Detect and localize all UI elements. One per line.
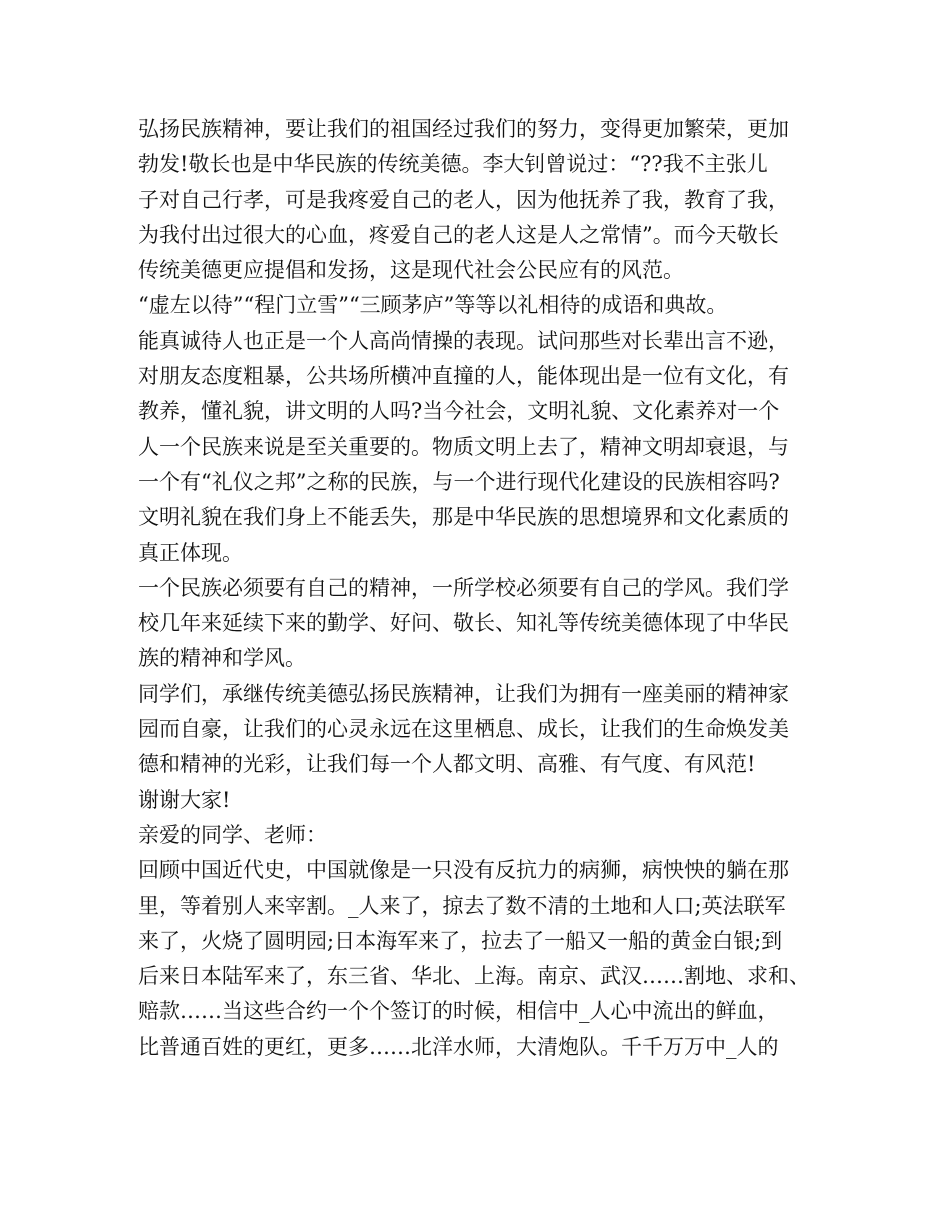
- text-line: 对朋友态度粗暴，公共场所横冲直撞的人，能体现出是一位有文化，有: [138, 364, 789, 389]
- text-line: 弘扬民族精神，要让我们的祖国经过我们的努力，变得更加繁荣，更加: [138, 117, 789, 141]
- text-line: 校几年来延续下来的勤学、好问、敬长、知礼等传统美德体现了中华民: [138, 611, 789, 636]
- text-line: 文明礼貌在我们身上不能丢失，那是中华民族的思想境界和文化素质的: [138, 505, 789, 530]
- text-line: 子对自己行孝，可是我疼爱自己的老人，因为他抚养了我，教育了我，: [138, 187, 789, 212]
- text-line: 同学们，承继传统美德弘扬民族精神，让我们为拥有一座美丽的精神家: [138, 681, 789, 706]
- text-line: “虚左以待”“程门立雪”“三顾茅庐”等等以礼相待的成语和典故。: [138, 293, 728, 318]
- text-line: 德和精神的光彩，让我们每一个人都文明、高雅、有气度、有风范!: [138, 752, 756, 777]
- text-line: 亲爱的同学、老师：: [138, 822, 327, 847]
- document-body: [138, 112, 818, 1065]
- text-line: 族的精神和学风。: [138, 646, 306, 671]
- text-line: 比普通百姓的更红，更多……北洋水师，大清炮队。千千万万中_人的: [138, 1034, 779, 1059]
- text-line: 园而自豪，让我们的心灵永远在这里栖息、成长，让我们的生命焕发美: [138, 717, 789, 742]
- text-line: 勃发!敬长也是中华民族的传统美德。李大钊曾说过：“??我不主张儿: [138, 152, 768, 177]
- text-line: 里，等着别人来宰割。_人来了，掠去了数不清的土地和人口;英法联军: [138, 893, 786, 918]
- text-line: 能真诚待人也正是一个人高尚情操的表现。试问那些对长辈出言不逊，: [138, 328, 789, 353]
- text-line: 赔款……当这些合约一个个签订的时候，相信中_人心中流出的鲜血，: [138, 999, 779, 1024]
- text-line: 来了，火烧了圆明园;日本海军来了，拉去了一船又一船的黄金白银;到: [138, 928, 783, 953]
- text-line: 为我付出过很大的心血，疼爱自己的老人这是人之常情”。而今天敬长: [138, 222, 779, 247]
- text-line: 谢谢大家!: [138, 787, 231, 812]
- text-line: 后来日本陆军来了，东三省、华北、上海。南京、武汉……割地、求和、: [138, 964, 810, 989]
- text-line: 人一个民族来说是至关重要的。物质文明上去了，精神文明却衰退，与: [138, 434, 789, 459]
- text-line: 传统美德更应提倡和发扬，这是现代社会公民应有的风范。: [138, 258, 684, 283]
- text-line: 回顾中国近代史，中国就像是一只没有反抗力的病狮，病怏怏的躺在那: [138, 858, 789, 883]
- text-line: 一个有“礼仪之邦”之称的民族，与一个进行现代化建设的民族相容吗?: [138, 469, 780, 494]
- text-line: 真正体现。: [138, 540, 243, 565]
- text-line: 教养，懂礼貌，讲文明的人吗?当今社会，文明礼貌、文化素养对一个: [138, 399, 780, 424]
- text-line: 一个民族必须要有自己的精神，一所学校必须要有自己的学风。我们学: [138, 575, 789, 600]
